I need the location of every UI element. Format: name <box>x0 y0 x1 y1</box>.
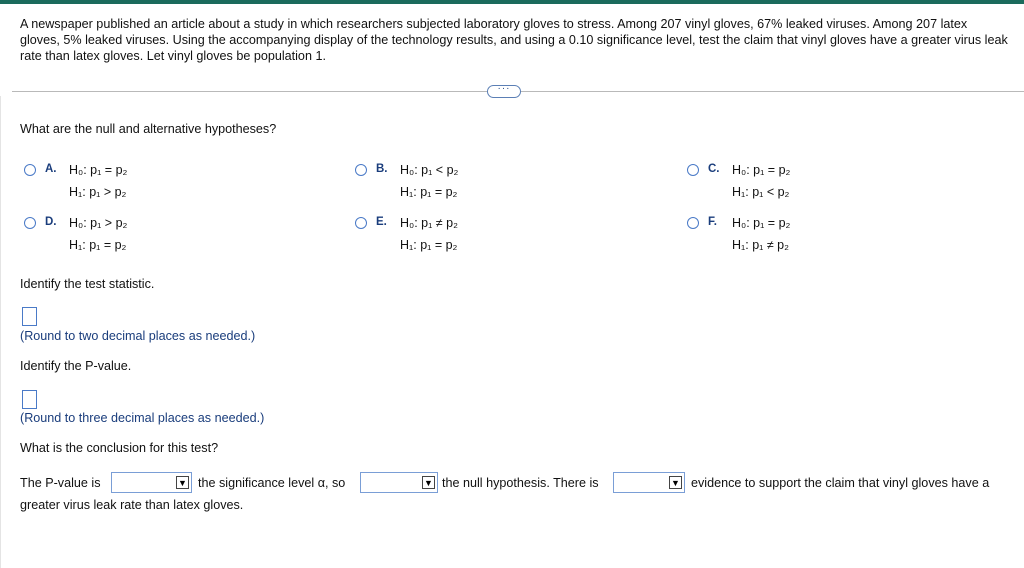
choice-d-label: D. <box>45 216 57 228</box>
hypotheses-question: What are the null and alternative hypotheses? <box>20 122 277 136</box>
choice-d-h0: H₀: p₁ > p₂ <box>69 216 128 230</box>
choice-c-h0: H₀: p₁ = p₂ <box>732 163 791 177</box>
conclusion-text-4: evidence to support the claim that vinyl gloves have a <box>691 476 990 490</box>
left-border <box>0 96 1 568</box>
conclusion-text-2: the significance level α, so <box>198 476 346 490</box>
choice-c-h1: H₁: p₁ < p₂ <box>732 185 790 199</box>
problem-statement: A newspaper published an article about a study in which researchers subjected laboratory gloves to stress. Among 207 vinyl gloves, 67% leaked viruses. Among 207 latex gloves, 5% leaked viruses. Using the accompanying display of the technology results, and using a 0.10 significance level, test the claim that vinyl gloves have a greater virus leak rate than latex gloves. Let vinyl gloves be population 1. <box>20 17 1008 63</box>
choice-b-h1: H₁: p₁ = p₂ <box>400 185 458 199</box>
top-accent-bar <box>0 0 1024 4</box>
dropdown-arrow-icon[interactable]: ▼ <box>176 476 189 489</box>
choice-e-h1: H₁: p₁ = p₂ <box>400 238 458 252</box>
radio-icon[interactable] <box>355 217 367 229</box>
p-value-hint: (Round to three decimal places as needed.) <box>20 411 265 425</box>
conclusion-text-1: The P-value is <box>20 476 101 490</box>
choice-c-label: C. <box>708 163 720 175</box>
choice-a-h1: H₁: p₁ > p₂ <box>69 185 127 199</box>
radio-icon[interactable] <box>24 164 36 176</box>
test-statistic-hint: (Round to two decimal places as needed.) <box>20 329 256 343</box>
evidence-level-dropdown[interactable] <box>613 472 685 493</box>
p-value-question: Identify the P-value. <box>20 359 132 373</box>
p-value-comparison-dropdown[interactable] <box>111 472 192 493</box>
radio-icon[interactable] <box>24 217 36 229</box>
reject-decision-dropdown[interactable] <box>360 472 438 493</box>
conclusion-text-3: the null hypothesis. There is <box>442 476 599 490</box>
choice-a-h0: H₀: p₁ = p₂ <box>69 163 128 177</box>
choice-d-h1: H₁: p₁ = p₂ <box>69 238 127 252</box>
radio-icon[interactable] <box>355 164 367 176</box>
more-options-button[interactable]: ··· <box>487 85 521 98</box>
radio-icon[interactable] <box>687 217 699 229</box>
radio-icon[interactable] <box>687 164 699 176</box>
conclusion-question: What is the conclusion for this test? <box>20 441 219 455</box>
choice-e-label: E. <box>376 216 387 228</box>
choice-f-h0: H₀: p₁ = p₂ <box>732 216 791 230</box>
test-statistic-input[interactable] <box>22 307 37 326</box>
conclusion-text-5: greater virus leak rate than latex gloves. <box>20 498 244 512</box>
p-value-input[interactable] <box>22 390 37 409</box>
choice-a-label: A. <box>45 163 57 175</box>
choice-e-h0: H₀: p₁ ≠ p₂ <box>400 216 458 230</box>
choice-f-label: F. <box>708 216 717 228</box>
test-statistic-question: Identify the test statistic. <box>20 277 155 291</box>
choice-b-label: B. <box>376 163 388 175</box>
dropdown-arrow-icon[interactable]: ▼ <box>422 476 435 489</box>
choice-b-h0: H₀: p₁ < p₂ <box>400 163 459 177</box>
dropdown-arrow-icon[interactable]: ▼ <box>669 476 682 489</box>
choice-f-h1: H₁: p₁ ≠ p₂ <box>732 238 789 252</box>
